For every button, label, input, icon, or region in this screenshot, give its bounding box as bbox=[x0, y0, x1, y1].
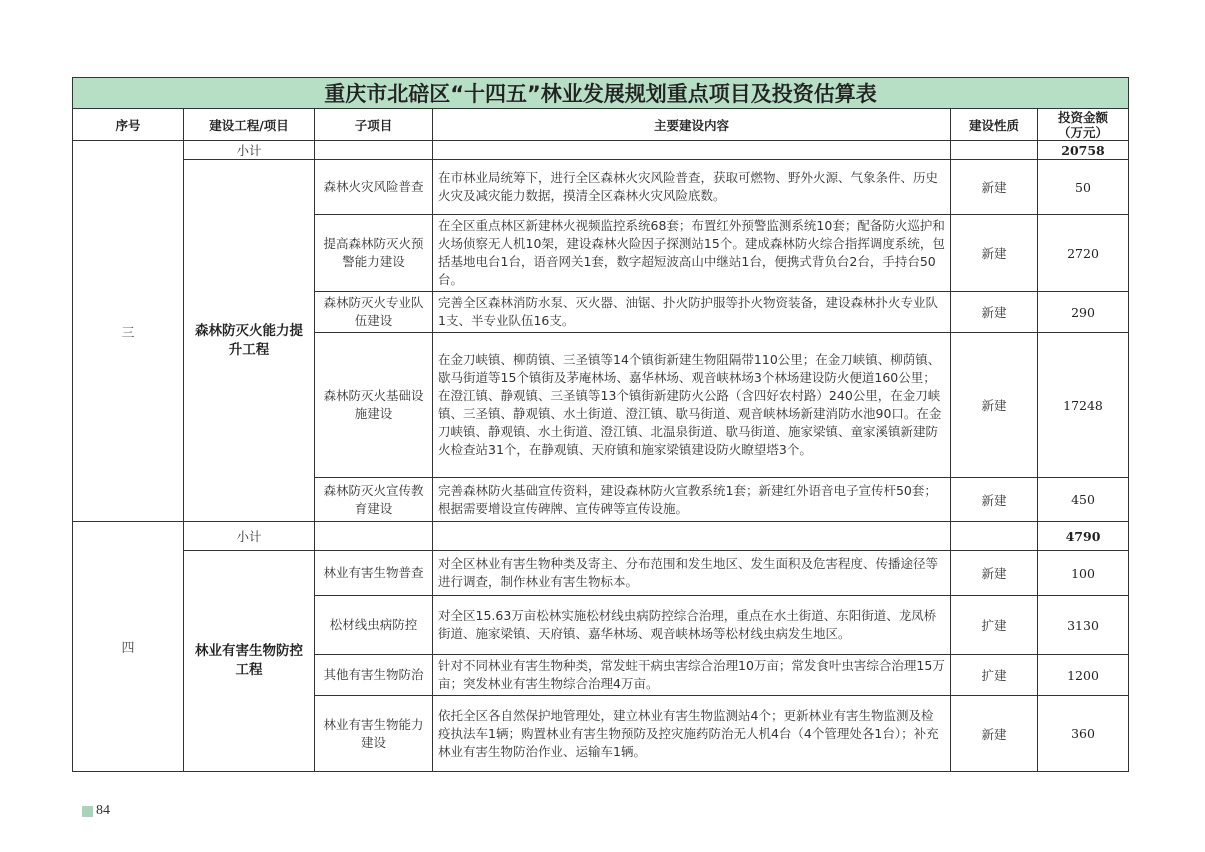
subproject-name: 提高森林防灭火预警能力建设 bbox=[315, 215, 433, 292]
header-nature: 建设性质 bbox=[951, 109, 1038, 141]
construction-nature: 新建 bbox=[951, 478, 1038, 522]
construction-content: 在金刀峡镇、柳荫镇、三圣镇等14个镇街新建生物阻隔带110公里；在金刀峡镇、柳荫镇、歇马街道等15个镇街及茅庵林场、嘉华林场、观音峡林场3个林场建设防火便道160公里；在澄江镇、静观镇、三圣镇等13个镇街新建防火公路（含四好农村路）240公里，在金刀峡镇、三圣镇、静观镇、水土街道、澄江镇、歇马街道、观音峡林场新建消防水池90口。在金刀峡镇、静观镇、水土街道、澄江镇、北温泉街道、歇马街道、施家梁镇、童家溪镇新建防火检查站31个，在静观镇、天府镇和施家梁镇建设防火瞭望塔3个。 bbox=[433, 333, 951, 478]
construction-content: 对全区15.63万亩松林实施松材线虫病防控综合治理，重点在水土街道、东阳街道、龙凤桥街道、施家梁镇、天府镇、嘉华林场、观音峡林场等松材线虫病发生地区。 bbox=[433, 596, 951, 655]
subtotal-label: 小计 bbox=[184, 141, 315, 160]
project-name: 森林防灭火能力提升工程 bbox=[184, 160, 315, 522]
construction-content: 完善森林防火基础宣传资料，建设森林防火宣教系统1套；新建红外语音电子宣传杆50套；根据需要增设宣传碑牌、宣传碑等宣传设施。 bbox=[433, 478, 951, 522]
construction-content: 在全区重点林区新建林火视频监控系统68套；布置红外预警监测系统10套；配备防火巡护和火场侦察无人机10架，建设森林火险因子探测站15个。建成森林防火综合指挥调度系统，包括基地电台1台，语音网关1套，数字超短波高山中继站1台，便携式背负台2台，手持台50台。 bbox=[433, 215, 951, 292]
subproject-name: 林业有害生物普查 bbox=[315, 551, 433, 596]
investment-amount: 50 bbox=[1038, 160, 1129, 215]
header-content: 主要建设内容 bbox=[433, 109, 951, 141]
table-row bbox=[73, 551, 1129, 596]
empty-cell bbox=[433, 522, 951, 551]
construction-nature: 新建 bbox=[951, 333, 1038, 478]
construction-nature: 新建 bbox=[951, 160, 1038, 215]
subproject-name: 森林火灾风险普查 bbox=[315, 160, 433, 215]
investment-amount: 360 bbox=[1038, 696, 1129, 772]
header-subproject: 子项目 bbox=[315, 109, 433, 141]
construction-nature: 扩建 bbox=[951, 596, 1038, 655]
subtotal-label: 小计 bbox=[184, 522, 315, 551]
subproject-name: 森林防灭火宣传教育建设 bbox=[315, 478, 433, 522]
table-row bbox=[73, 160, 1129, 215]
section-seq: 四 bbox=[73, 522, 184, 772]
construction-content: 依托全区各自然保护地管理处，建立林业有害生物监测站4个；更新林业有害生物监测及检疫执法车1辆；购置林业有害生物预防及控灾施药防治无人机4台（4个管理处各1台）；补充林业有害生物防治作业、运输车1辆。 bbox=[433, 696, 951, 772]
subtotal-row bbox=[73, 141, 1129, 160]
subproject-name: 森林防灭火基础设施建设 bbox=[315, 333, 433, 478]
header-amount: 投资金额（万元） bbox=[1038, 109, 1129, 141]
construction-content: 对全区林业有害生物种类及寄主、分布范围和发生地区、发生面积及危害程度、传播途径等进行调查，制作林业有害生物标本。 bbox=[433, 551, 951, 596]
empty-cell bbox=[951, 141, 1038, 160]
construction-content: 在市林业局统筹下，进行全区森林火灾风险普查，获取可燃物、野外火源、气象条件、历史火灾及减灾能力数据，摸清全区森林火灾风险底数。 bbox=[433, 160, 951, 215]
investment-amount: 3130 bbox=[1038, 596, 1129, 655]
subproject-name: 森林防灭火专业队伍建设 bbox=[315, 292, 433, 333]
investment-amount: 100 bbox=[1038, 551, 1129, 596]
subproject-name: 松材线虫病防控 bbox=[315, 596, 433, 655]
header-project: 建设工程/项目 bbox=[184, 109, 315, 141]
subproject-name: 林业有害生物能力建设 bbox=[315, 696, 433, 772]
investment-amount: 2720 bbox=[1038, 215, 1129, 292]
empty-cell bbox=[951, 522, 1038, 551]
construction-nature: 扩建 bbox=[951, 655, 1038, 696]
header-row bbox=[73, 109, 1129, 141]
construction-nature: 新建 bbox=[951, 551, 1038, 596]
empty-cell bbox=[315, 141, 433, 160]
empty-cell bbox=[315, 522, 433, 551]
construction-nature: 新建 bbox=[951, 696, 1038, 772]
section-seq: 三 bbox=[73, 141, 184, 522]
subtotal-amount: 20758 bbox=[1038, 141, 1129, 160]
construction-content: 针对不同林业有害生物种类，常发蛀干病虫害综合治理10万亩；常发食叶虫害综合治理15万亩；突发林业有害生物综合治理4万亩。 bbox=[433, 655, 951, 696]
header-seq: 序号 bbox=[73, 109, 184, 141]
footer-square-icon bbox=[82, 806, 93, 817]
subproject-name: 其他有害生物防治 bbox=[315, 655, 433, 696]
page-number: 84 bbox=[96, 803, 110, 818]
subtotal-row bbox=[73, 522, 1129, 551]
investment-table bbox=[72, 77, 1129, 772]
table-title: 重庆市北碚区“十四五”林业发展规划重点项目及投资估算表 bbox=[73, 78, 1129, 109]
construction-content: 完善全区森林消防水泵、灭火器、油锯、扑火防护服等扑火物资装备，建设森林扑火专业队1支、半专业队伍16支。 bbox=[433, 292, 951, 333]
investment-amount: 17248 bbox=[1038, 333, 1129, 478]
subtotal-amount: 4790 bbox=[1038, 522, 1129, 551]
construction-nature: 新建 bbox=[951, 292, 1038, 333]
project-name: 林业有害生物防控工程 bbox=[184, 551, 315, 772]
construction-nature: 新建 bbox=[951, 215, 1038, 292]
investment-amount: 1200 bbox=[1038, 655, 1129, 696]
page-footer bbox=[82, 803, 110, 819]
investment-amount: 450 bbox=[1038, 478, 1129, 522]
empty-cell bbox=[433, 141, 951, 160]
investment-amount: 290 bbox=[1038, 292, 1129, 333]
investment-table-sheet bbox=[72, 77, 1128, 772]
